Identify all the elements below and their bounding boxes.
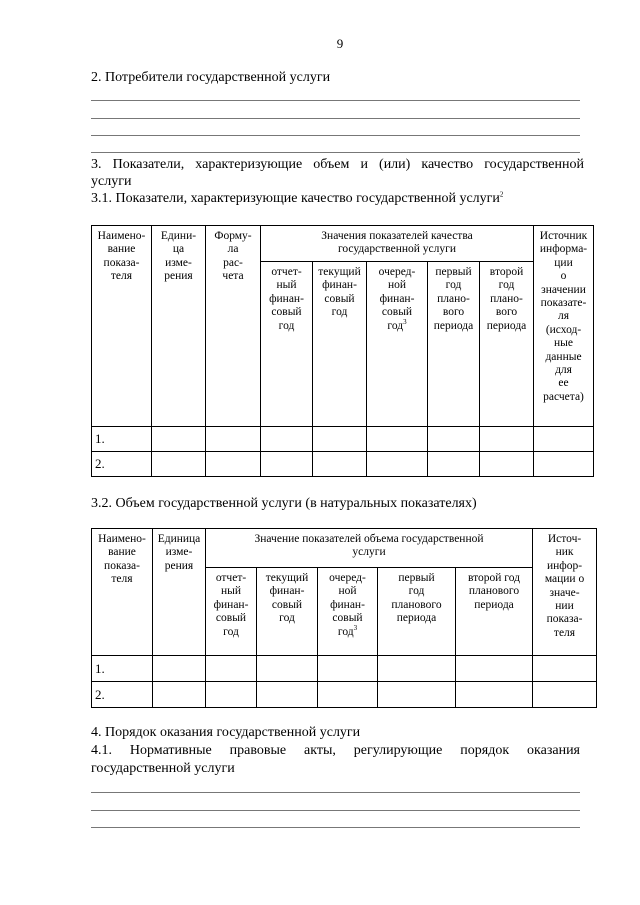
section-2-title: 2. Потребители государственной услуги — [91, 70, 331, 85]
section-4-title: 4. Порядок оказания государственной услуги — [91, 725, 361, 740]
fill-line — [91, 135, 580, 136]
fill-line — [91, 810, 580, 811]
fill-line — [91, 118, 580, 119]
header-unit: Едини- ца изме- рения — [152, 226, 206, 427]
header-info-source: Источ- ник инфор- мации о значе- нии показа- теля — [533, 529, 597, 656]
header-quality-values: Значения показателей качества государственной услуги — [261, 226, 534, 262]
row-number: 2. — [92, 682, 153, 708]
header-second-planning-year: второй год планового периода — [456, 568, 533, 656]
table-row — [92, 656, 597, 682]
header-next-year: очеред- ной финан- совый год$^3$ — [367, 262, 428, 427]
header-second-planning-year: второй год плано- вого периода — [480, 262, 534, 427]
header-current-year: текущий финан- совый год — [257, 568, 318, 656]
section-3-1-title: 3.1. Показатели, характеризующие качество государственной услуги$^2$ — [91, 190, 504, 206]
fill-line — [91, 792, 580, 793]
header-unit: Единица изме- рения — [153, 529, 206, 656]
table-row — [92, 427, 594, 452]
quality-indicators-table — [91, 225, 594, 477]
section-4-1-title-cont: государственной услуги — [91, 761, 235, 776]
header-formula: Форму- ла рас- чета — [206, 226, 261, 427]
header-reported-year: отчет- ный финан- совый год — [261, 262, 313, 427]
row-number: 1. — [92, 656, 153, 682]
header-reported-year: отчет- ный финан- совый год — [206, 568, 257, 656]
header-first-planning-year: первый год плано- вого периода — [428, 262, 480, 427]
volume-indicators-table — [91, 528, 597, 708]
row-number: 1. — [92, 427, 152, 452]
header-first-planning-year: первый год планового периода — [378, 568, 456, 656]
fill-line — [91, 100, 580, 101]
fill-line — [91, 152, 580, 153]
section-3-title-cont: услуги — [91, 174, 132, 189]
header-indicator-name: Наимено- вание показа- теля — [92, 529, 153, 656]
header-info-source: Источник информа- ции о значении показате- ля (исход- ные данные для ее расчета) — [534, 226, 594, 427]
header-volume-values: Значение показателей объема государственной услуги — [206, 529, 533, 568]
table-row — [92, 452, 594, 477]
row-number: 2. — [92, 452, 152, 477]
section-4-1-title: 4.1. Нормативные правовые акты, регулирующие порядок оказания — [91, 743, 580, 758]
header-current-year: текущий финан- совый год — [313, 262, 367, 427]
header-next-year: очеред- ной финан- совый год$^3$ — [318, 568, 378, 656]
table-row — [92, 682, 597, 708]
section-3-2-title: 3.2. Объем государственной услуги (в натуральных показателях) — [91, 496, 477, 511]
fill-line — [91, 827, 580, 828]
header-indicator-name: Наимено- вание показа- теля — [92, 226, 152, 427]
page-number: 9 — [336, 36, 344, 51]
section-3-title: 3. Показатели, характеризующие объем и (или) качество государственной — [91, 157, 584, 172]
